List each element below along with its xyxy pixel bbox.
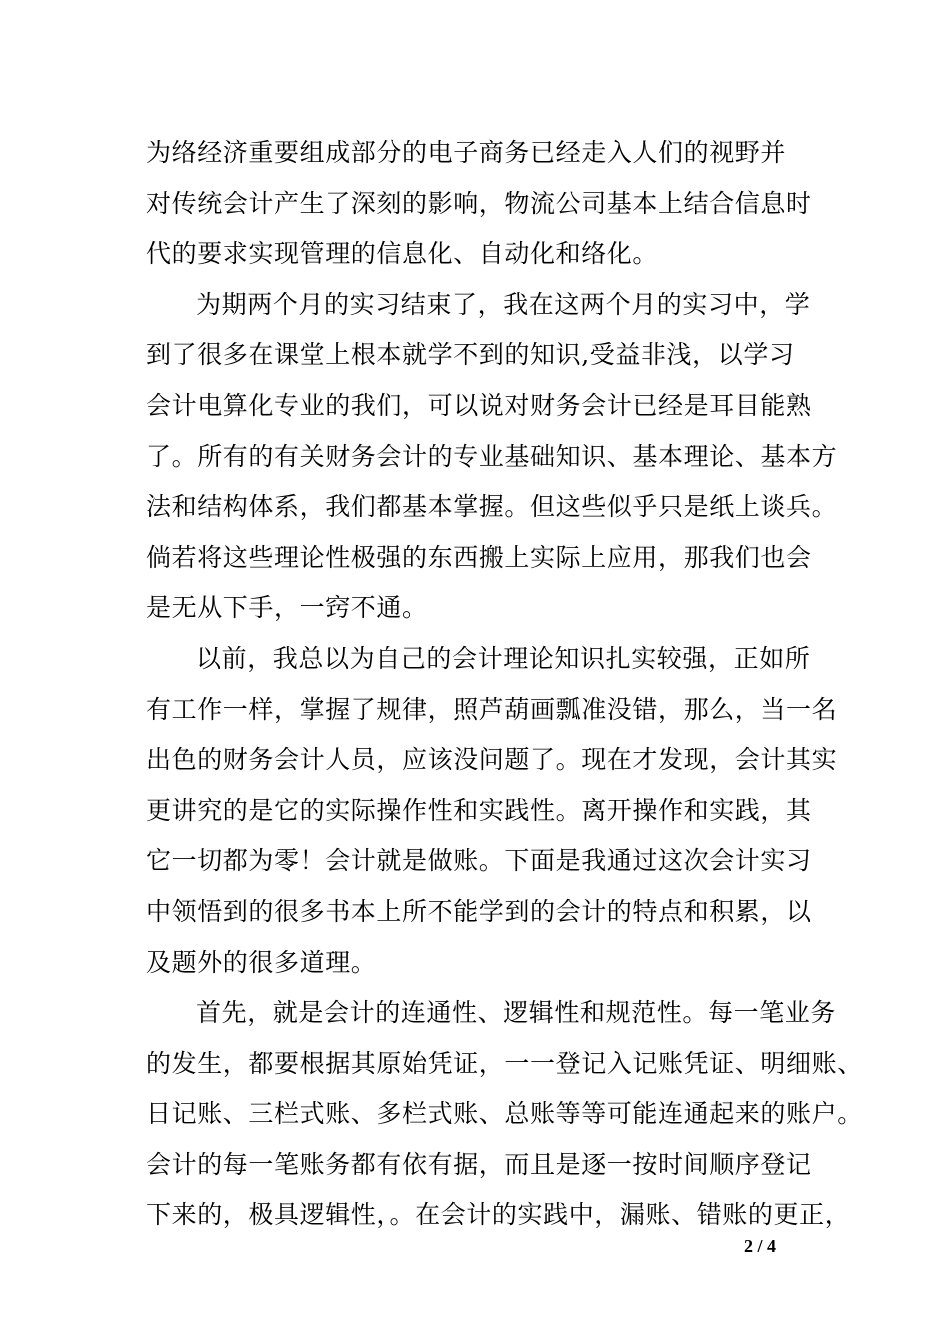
paragraph-first-line: 为期两个月的实习结束了，我在这两个月的实习中，学 xyxy=(196,289,811,319)
text-line: 及题外的很多道理。 xyxy=(146,947,377,977)
text-line: 它一切都为零！会计就是做账。下面是我通过这次会计实习 xyxy=(146,846,812,876)
body-text xyxy=(146,128,863,1241)
text-line: 法和结构体系，我们都基本掌握。但这些似乎只是纸上谈兵。 xyxy=(146,492,838,522)
text-line: 了。所有的有关财务会计的专业基础知识、基本理论、基本方 xyxy=(146,441,838,471)
paragraph-first-line: 以前，我总以为自己的会计理论知识扎实较强，正如所 xyxy=(196,643,811,673)
text-line: 倘若将这些理论性极强的东西搬上实际上应用，那我们也会 xyxy=(146,542,812,572)
text-line: 会计电算化专业的我们，可以说对财务会计已经是耳目能熟 xyxy=(146,390,812,420)
page-number: 2 / 4 xyxy=(744,1236,777,1256)
text-line: 为络经济重要组成部分的电子商务已经走入人们的视野并 xyxy=(146,138,787,167)
text-line: 出色的财务会计人员，应该没问题了。现在才发现，会计其实 xyxy=(146,745,838,775)
text-line: 到了很多在课堂上根本就学不到的知识,受益非浅，以学习 xyxy=(146,340,795,370)
text-line: 代的要求实现管理的信息化、自动化和络化。 xyxy=(146,239,659,269)
text-line: 有工作一样，掌握了规律，照芦葫画瓢准没错，那么，当一名 xyxy=(146,694,838,724)
text-line: 中领悟到的很多书本上所不能学到的会计的特点和积累，以 xyxy=(146,896,812,926)
text-line: 会计的每一笔账务都有依有据，而且是逐一按时间顺序登记 xyxy=(146,1149,812,1179)
text-line: 日记账、三栏式账、多栏式账、总账等等可能连通起来的账户。 xyxy=(146,1099,863,1129)
text-line: 是无从下手，一窍不通。 xyxy=(146,593,428,623)
text-line: 下来的，极具逻辑性，。在会计的实践中，漏账、错账的更正， xyxy=(146,1200,851,1230)
text-line: 对传统会计产生了深刻的影响，物流公司基本上结合信息时 xyxy=(146,188,812,218)
paragraph-first-line: 首先，就是会计的连通性、逻辑性和规范性。每一笔业务 xyxy=(196,998,837,1028)
text-line: 更讲究的是它的实际操作性和实践性。离开操作和实践，其 xyxy=(146,795,812,825)
text-line: 的发生，都要根据其原始凭证，一一登记入记账凭证、明细账、 xyxy=(146,1048,863,1078)
